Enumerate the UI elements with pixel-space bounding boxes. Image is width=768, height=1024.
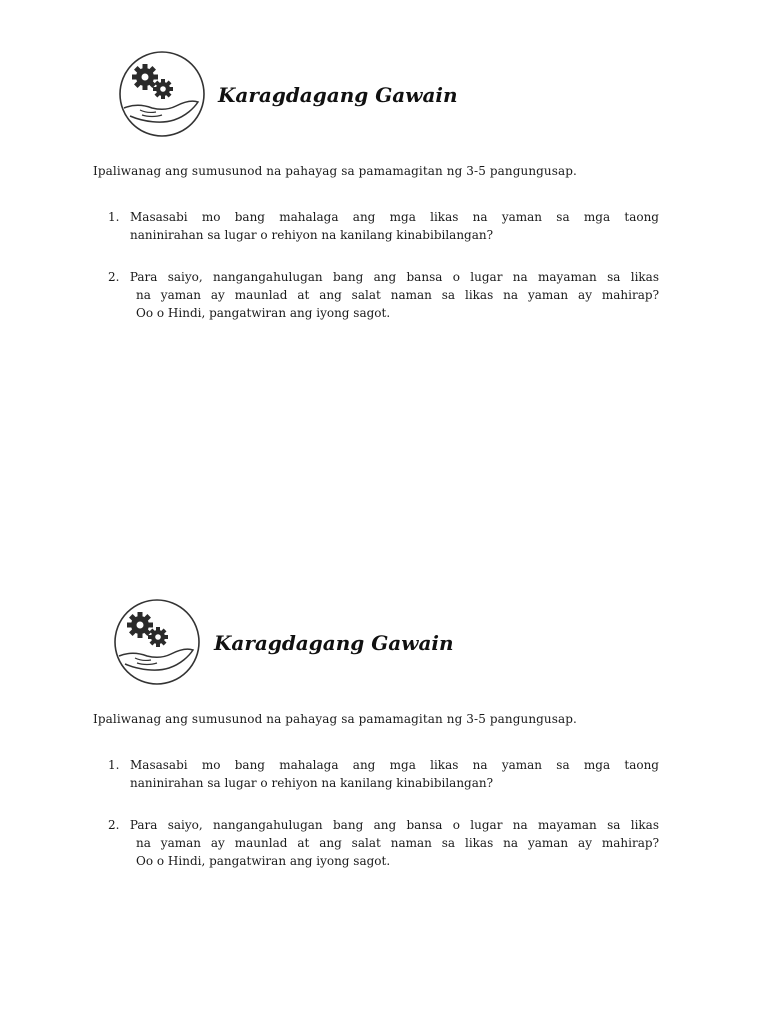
question-first-line	[108, 816, 659, 834]
question-line: Oo o Hindi, pangatwiran ang iyong sagot.	[136, 306, 391, 320]
section-title: Karagdagang Gawain	[214, 631, 454, 655]
question-number: 2.	[108, 270, 120, 284]
question-line: naninirahan sa lugar o rehiyon na kanilang kinabibilangan?	[130, 776, 494, 790]
gears-in-hand-icon	[113, 598, 201, 686]
question-line: Oo o Hindi, pangatwiran ang iyong sagot.	[136, 854, 391, 868]
question-item-1	[108, 756, 659, 792]
section-title: Karagdagang Gawain	[218, 83, 458, 107]
question-line: Masasabi mo bang mahalaga ang mga likas na yaman sa mga taong	[130, 758, 659, 772]
question-line: Masasabi mo bang mahalaga ang mga likas na yaman sa mga taong	[130, 210, 659, 224]
question-number: 1.	[108, 210, 120, 224]
question-line: na yaman ay maunlad at ang salat naman sa likas na yaman ay mahirap?	[136, 288, 659, 302]
question-item-2	[108, 816, 659, 870]
question-line: Para saiyo, nangangahulugan bang ang bansa o lugar na mayaman sa likas	[129, 270, 659, 284]
question-line: naninirahan sa lugar o rehiyon na kanilang kinabibilangan?	[130, 228, 494, 242]
question-line: na yaman ay maunlad at ang salat naman sa likas na yaman ay mahirap?	[136, 836, 659, 850]
question-number: 2.	[108, 818, 120, 832]
question-line: Para saiyo, nangangahulugan bang ang bansa o lugar na mayaman sa likas	[129, 818, 659, 832]
question-item-1	[108, 208, 659, 244]
question-item-2	[108, 268, 659, 322]
question-first-line	[108, 268, 659, 286]
instruction-text: Ipaliwanag ang sumusunod na pahayag sa pamamagitan ng 3-5 pangungusap.	[93, 712, 577, 726]
gears-in-hand-icon	[118, 50, 206, 138]
instruction-text: Ipaliwanag ang sumusunod na pahayag sa pamamagitan ng 3-5 pangungusap.	[93, 164, 577, 178]
question-number: 1.	[108, 758, 120, 772]
